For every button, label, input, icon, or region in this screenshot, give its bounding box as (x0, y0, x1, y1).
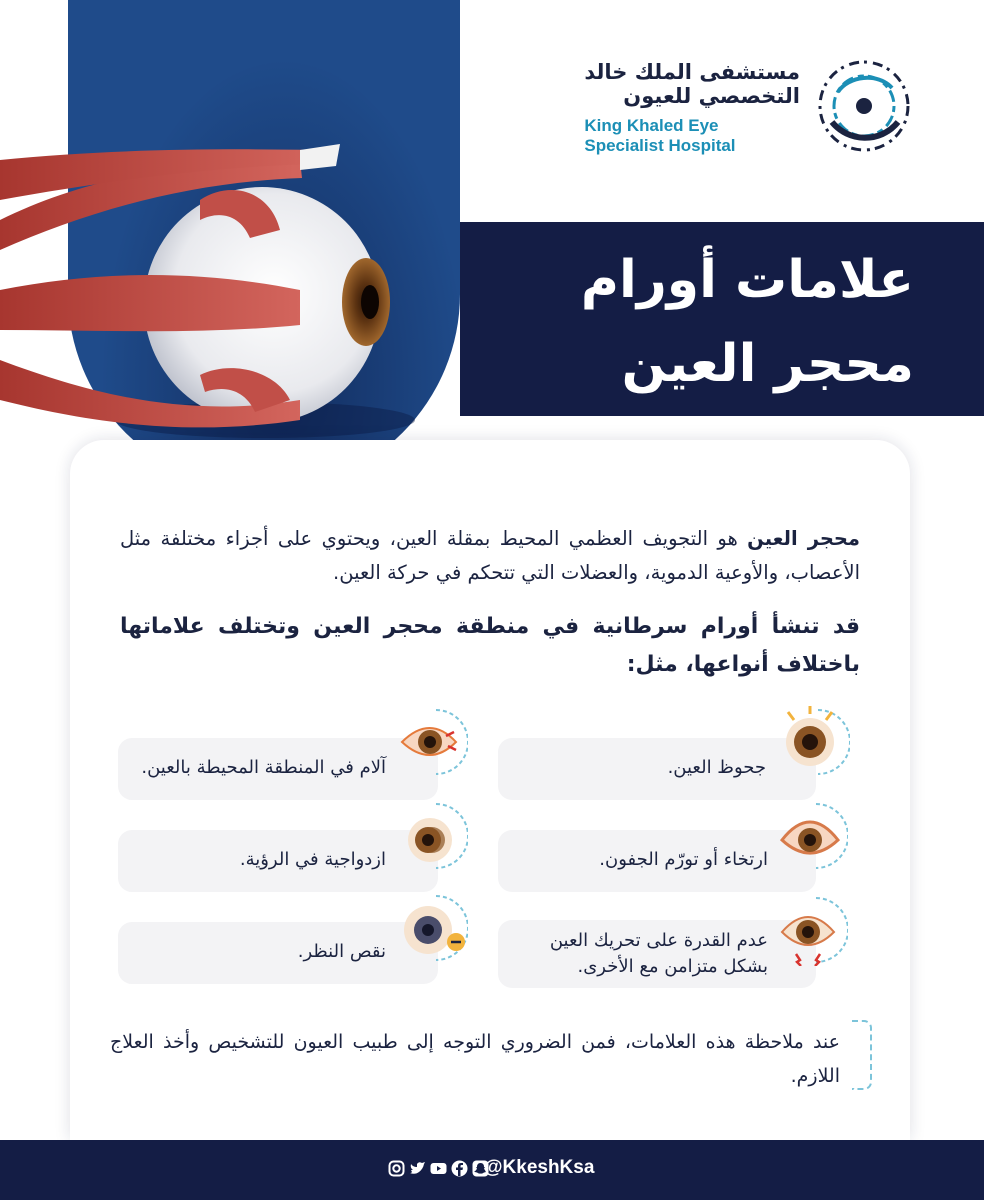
hospital-logo-mark (808, 52, 920, 160)
social-icons (388, 1160, 489, 1177)
youtube-icon[interactable] (430, 1160, 447, 1177)
intro-term: محجر العين (747, 527, 861, 550)
eyeball-muscles-illustration (0, 120, 440, 450)
symptom-label-3: ارتخاء أو تورّم الجفون. (599, 849, 768, 870)
hospital-logo-text (584, 60, 800, 156)
painful-eye-icon (396, 706, 468, 778)
intro-text: هو التجويف العظمي المحيط بمقلة العين، ويحتوي على أجزاء مختلفة مثل الأعصاب، والأوعية الدموية، والعضلات التي تتحكم في حركة العين. (120, 527, 860, 584)
swollen-eyelid-icon (776, 800, 848, 872)
social-handle[interactable]: @KkeshKsa (484, 1157, 595, 1178)
symptom-label-6: نقص النظر. (297, 941, 386, 962)
symptom-pill-1 (498, 738, 816, 800)
note-accent-bracket (852, 1020, 872, 1090)
logo-name-en-line2: Specialist Hospital (584, 136, 736, 155)
page-title-line-2: محجر العين (621, 334, 914, 394)
twitter-icon[interactable] (409, 1160, 426, 1177)
double-vision-icon (396, 800, 468, 872)
vision-loss-icon (396, 892, 468, 964)
closing-note: عند ملاحظة هذه العلامات، فمن الضروري التوجه إلى طبيب العيون للتشخيص وأخذ العلاج اللازم. (110, 1031, 840, 1087)
logo-name-ar-line1: مستشفى الملك خالد (584, 60, 800, 84)
logo-name-ar-line2: التخصصي للعيون (623, 84, 800, 108)
symptom-label-4: ازدواجية في الرؤية. (239, 849, 386, 870)
symptom-label-1: جحوظ العين. (667, 757, 766, 778)
page-title-line-1: علامات أورام (580, 250, 914, 310)
intro-paragraph (120, 522, 860, 590)
lead-paragraph: قد تنشأ أورام سرطانية في منطقة محجر العين وتختلف علاماتها باختلاف أنواعها، مثل: (120, 614, 860, 677)
bulging-eye-icon (778, 706, 850, 778)
logo-name-en-line1: King Khaled Eye (584, 116, 719, 135)
symptom-label-5: عدم القدرة على تحريك العين بشكل متزامن مع الأخرى. (549, 930, 768, 977)
symptom-pill-6 (118, 922, 438, 984)
instagram-icon[interactable] (388, 1160, 405, 1177)
facebook-icon[interactable] (451, 1160, 468, 1177)
symptom-label-2: آلام في المنطقة المحيطة بالعين. (141, 757, 386, 778)
eye-movement-icon (776, 894, 848, 966)
